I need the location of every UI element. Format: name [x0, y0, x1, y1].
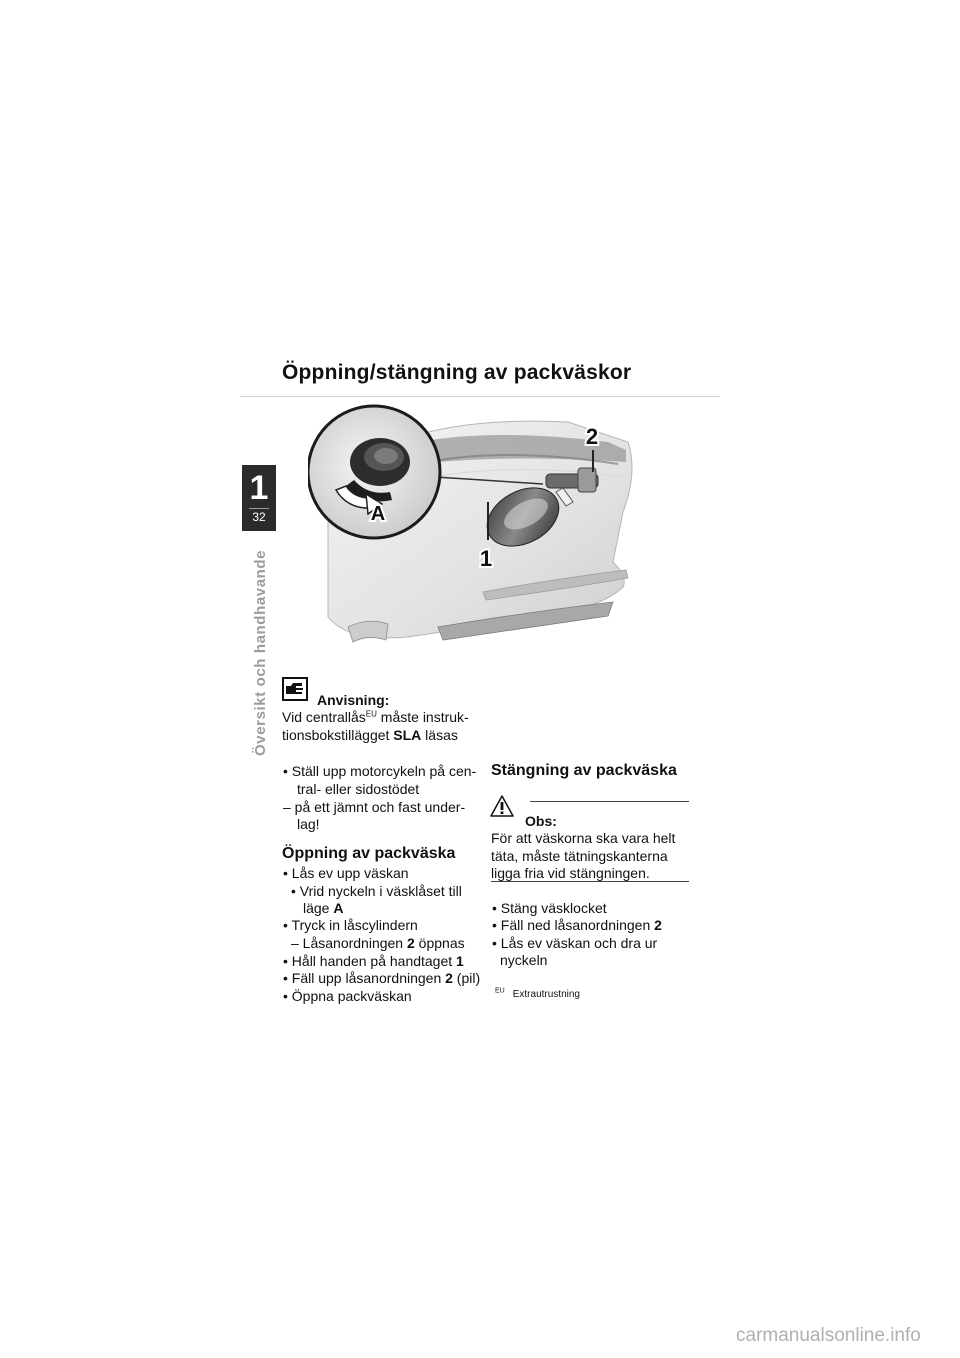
- warning-exclamation-icon: [490, 795, 514, 817]
- figure-label-2: 2: [585, 424, 599, 449]
- page-title: Öppning/stängning av packväskor: [282, 361, 632, 384]
- note-icon: [282, 677, 308, 701]
- hand-pointing-note-icon: [282, 677, 308, 701]
- pannier-lock-illustration: [308, 402, 648, 660]
- warning-line-3: ligga fria vid stängningen.: [491, 865, 650, 881]
- opening-step-1: • Lås ev upp väskan: [283, 865, 409, 881]
- title-divider: [240, 396, 720, 397]
- closing-step-1: • Stäng väsklocket: [492, 900, 607, 916]
- closing-heading: Stängning av packväska: [491, 762, 677, 779]
- opening-step-2-line-2: läge A: [303, 900, 344, 916]
- opening-heading: Öppning av packväska: [282, 845, 456, 862]
- warning-line-1: För att väskorna ska vara helt: [491, 830, 676, 846]
- figure-label-1: 1: [479, 546, 493, 571]
- chapter-side-label: Översikt och handhavande: [252, 549, 269, 756]
- closing-step-2: • Fäll ned låsanordningen 2: [492, 917, 662, 933]
- footnote: $^{EU}$ Extrautrustning: [495, 987, 580, 1000]
- note-heading: Anvisning:: [317, 692, 390, 708]
- watermark: carmanualsonline.info: [736, 1325, 921, 1346]
- closing-step-3-line-1: • Lås ev väskan och dra ur: [492, 935, 658, 951]
- warning-top-rule: [530, 801, 689, 802]
- note-line-1: Vid centrallås$^{EU}$ måste instruk-: [282, 709, 469, 725]
- warning-line-2: täta, måste tätningskanterna: [491, 848, 668, 864]
- intro-dash-line-1: – på ett jämnt och fast under-: [283, 799, 466, 815]
- warning-heading: Obs:: [525, 813, 557, 829]
- page-number: 32: [252, 510, 266, 524]
- intro-bullet-line-2: tral- eller sidostödet: [297, 781, 420, 797]
- opening-step-6: • Fäll upp låsanordningen 2 (pil): [283, 970, 481, 986]
- chapter-number: 1: [249, 469, 269, 507]
- opening-step-4: – Låsanordningen 2 öppnas: [291, 935, 465, 951]
- opening-step-7: • Öppna packväskan: [283, 988, 412, 1004]
- figure-label-a: A: [370, 503, 386, 525]
- chapter-tab-divider: [249, 508, 269, 509]
- warning-bottom-rule: [491, 881, 689, 882]
- opening-step-2-line-1: • Vrid nyckeln i väsklåset till: [291, 883, 462, 899]
- intro-bullet-line-1: • Ställ upp motorcykeln på cen-: [283, 763, 477, 779]
- intro-dash-line-2: lag!: [297, 816, 320, 832]
- opening-step-5: • Håll handen på handtaget 1: [283, 953, 464, 969]
- opening-step-3: • Tryck in låscylindern: [283, 917, 418, 933]
- warning-icon-wrap: [490, 795, 514, 817]
- closing-step-3-line-2: nyckeln: [500, 952, 548, 968]
- note-line-2: tionsbokstillägget SLA läsas: [282, 727, 458, 743]
